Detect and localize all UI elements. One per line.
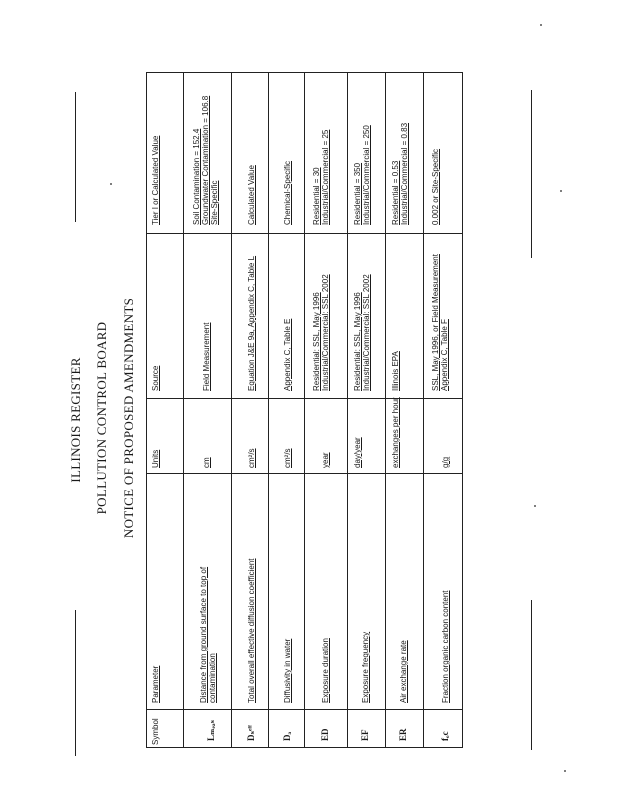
- row4-source-line2: Industrial/Commercial: SSL 2002: [321, 274, 330, 391]
- header-parameter: Parameter: [151, 665, 160, 703]
- row7-source-line2: Appendix C, Table F: [440, 319, 449, 391]
- notice-title: NOTICE OF PROPOSED AMENDMENTS: [121, 297, 136, 539]
- scan-speck: [564, 770, 566, 772]
- row5-source-line1: Residential: SSL, May 1996: [353, 292, 362, 391]
- row1-value-line1: Soil Contamination = 152.4: [192, 128, 201, 225]
- row-sep-3: [268, 73, 269, 747]
- row6-symbol: ER: [398, 728, 408, 741]
- row6-parameter: Air exchange rate: [399, 640, 408, 703]
- scan-speck: [110, 183, 112, 185]
- row4-parameter: Exposure duration: [321, 638, 330, 703]
- header-value: Tier I or Calculated Value: [151, 135, 160, 225]
- row5-parameter: Exposure frequency: [361, 631, 370, 703]
- row4-units: year: [321, 452, 330, 468]
- row-sep-5: [347, 73, 348, 747]
- row2-source: Equation J&E 9a, Appendix C, Table L: [247, 255, 256, 391]
- row7-symbol: fₒc: [440, 731, 450, 741]
- row3-symbol: Dₐ: [282, 731, 292, 741]
- scan-speck: [540, 24, 542, 26]
- row-sep-2: [231, 73, 232, 747]
- parameter-table: [146, 72, 463, 748]
- row5-source-line2: Industrial/Commercial: SSL 2002: [362, 274, 371, 391]
- row7-parameter: Fraction organic carbon content: [441, 590, 450, 703]
- board-name: POLLUTION CONTROL BOARD: [94, 321, 109, 515]
- right-margin-rule-bottom: [531, 600, 532, 750]
- row2-units: cm²/s: [247, 448, 256, 468]
- row4-source-line1: Residential: SSL, May 1996: [312, 292, 321, 391]
- row5-value-line2: Industrial/Commercial = 250: [362, 125, 371, 225]
- left-margin-rule-top: [75, 92, 76, 222]
- row1-value-line3: Site-Specific: [210, 180, 219, 225]
- row4-value-line2: Industrial/Commercial = 25: [321, 129, 330, 225]
- row6-units: exchanges per hour: [391, 397, 400, 468]
- row3-parameter: Diffusivity in water: [283, 638, 292, 703]
- row6-value-line2: Industrial/Commercial = 0.83: [400, 122, 409, 225]
- row3-value: Chemical-Specific: [283, 160, 292, 225]
- row1-units: cm: [202, 457, 211, 468]
- row1-parameter-line1: Distance from ground surface to top of: [199, 566, 208, 703]
- row1-value-line2: Groundwater Contamination = 106.8: [201, 95, 210, 225]
- row7-units: g/g: [441, 456, 450, 468]
- row7-source-line1: SSL, May 1996, or Field Measurement: [431, 254, 440, 391]
- row2-value: Calculated Value: [247, 165, 256, 225]
- row4-value-line1: Residential = 30: [312, 167, 321, 225]
- row1-parameter-line2: contamination: [208, 653, 217, 703]
- row6-value-line1: Residential = 0.53: [391, 160, 400, 225]
- row2-symbol: Dₛᵉᶠᶠ: [246, 725, 256, 741]
- row6-source: Illinois EPA: [391, 351, 400, 391]
- scan-speck: [534, 505, 536, 507]
- header-symbol: Symbol: [151, 718, 160, 745]
- row3-units: cm²/s: [283, 448, 292, 468]
- row1-source-line1: Field Measurement: [202, 322, 211, 391]
- row5-value-line1: Residential = 350: [353, 162, 362, 225]
- row-sep-1: [183, 73, 184, 747]
- row3-source: Appendix C, Table E: [283, 318, 292, 391]
- row5-units: day/year: [353, 437, 362, 468]
- row-sep-7: [423, 73, 424, 747]
- row2-parameter: Total overall effective diffusion coefficient: [247, 558, 256, 703]
- row1-symbol: Lₘₑₐₛ: [206, 719, 216, 741]
- row-sep-6: [385, 73, 386, 747]
- right-margin-rule-top: [531, 90, 532, 258]
- row5-symbol: EF: [360, 729, 370, 741]
- row4-symbol: ED: [320, 728, 330, 741]
- left-margin-rule-bottom: [75, 610, 76, 756]
- row-sep-4: [304, 73, 305, 747]
- register-title: ILLINOIS REGISTER: [68, 357, 83, 483]
- header-units: Units: [151, 449, 160, 468]
- header-source: Source: [151, 365, 160, 391]
- row7-value: 0.002 or Site-Specific: [431, 148, 440, 225]
- scan-speck: [560, 190, 562, 192]
